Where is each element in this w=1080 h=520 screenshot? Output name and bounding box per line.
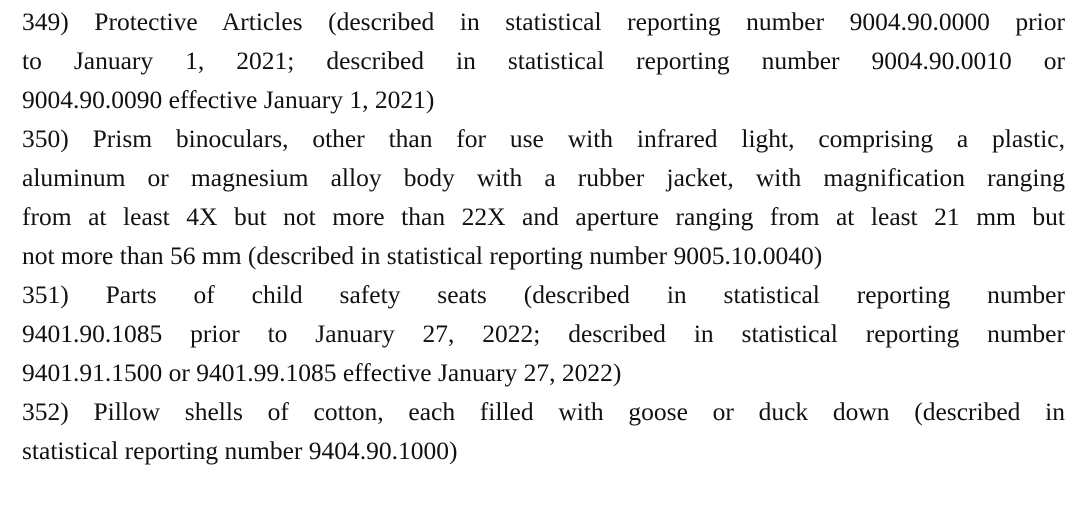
text-line: statistical reporting number 9404.90.1000) — [22, 436, 458, 465]
list-item-349 — [22, 2, 1065, 119]
text-line: 352) Pillow shells of cotton, each filled with goose or duck down (described in — [22, 397, 1065, 426]
list-item-352 — [22, 392, 1065, 470]
text-line: not more than 56 mm (described in statistical reporting number 9005.10.0040) — [22, 241, 823, 270]
text-line: 351) Parts of child safety seats (described in statistical reporting number — [22, 280, 1065, 309]
text-line: to January 1, 2021; described in statistical reporting number 9004.90.0010 or — [22, 46, 1065, 75]
text-line: from at least 4X but not more than 22X and aperture ranging from at least 21 mm but — [22, 202, 1065, 231]
text-line: 9401.90.1085 prior to January 27, 2022; described in statistical reporting number — [22, 319, 1065, 348]
text-line: 349) Protective Articles (described in statistical reporting number 9004.90.0000 prior — [22, 7, 1065, 36]
text-line: 9401.91.1500 or 9401.99.1085 effective January 27, 2022) — [22, 358, 622, 387]
text-line: 350) Prism binoculars, other than for use with infrared light, comprising a plastic, — [22, 124, 1065, 153]
document-body — [22, 2, 1065, 470]
text-line: 9004.90.0090 effective January 1, 2021) — [22, 85, 435, 114]
list-item-351 — [22, 275, 1065, 392]
text-line: aluminum or magnesium alloy body with a rubber jacket, with magnification ranging — [22, 163, 1065, 192]
list-item-350 — [22, 119, 1065, 275]
